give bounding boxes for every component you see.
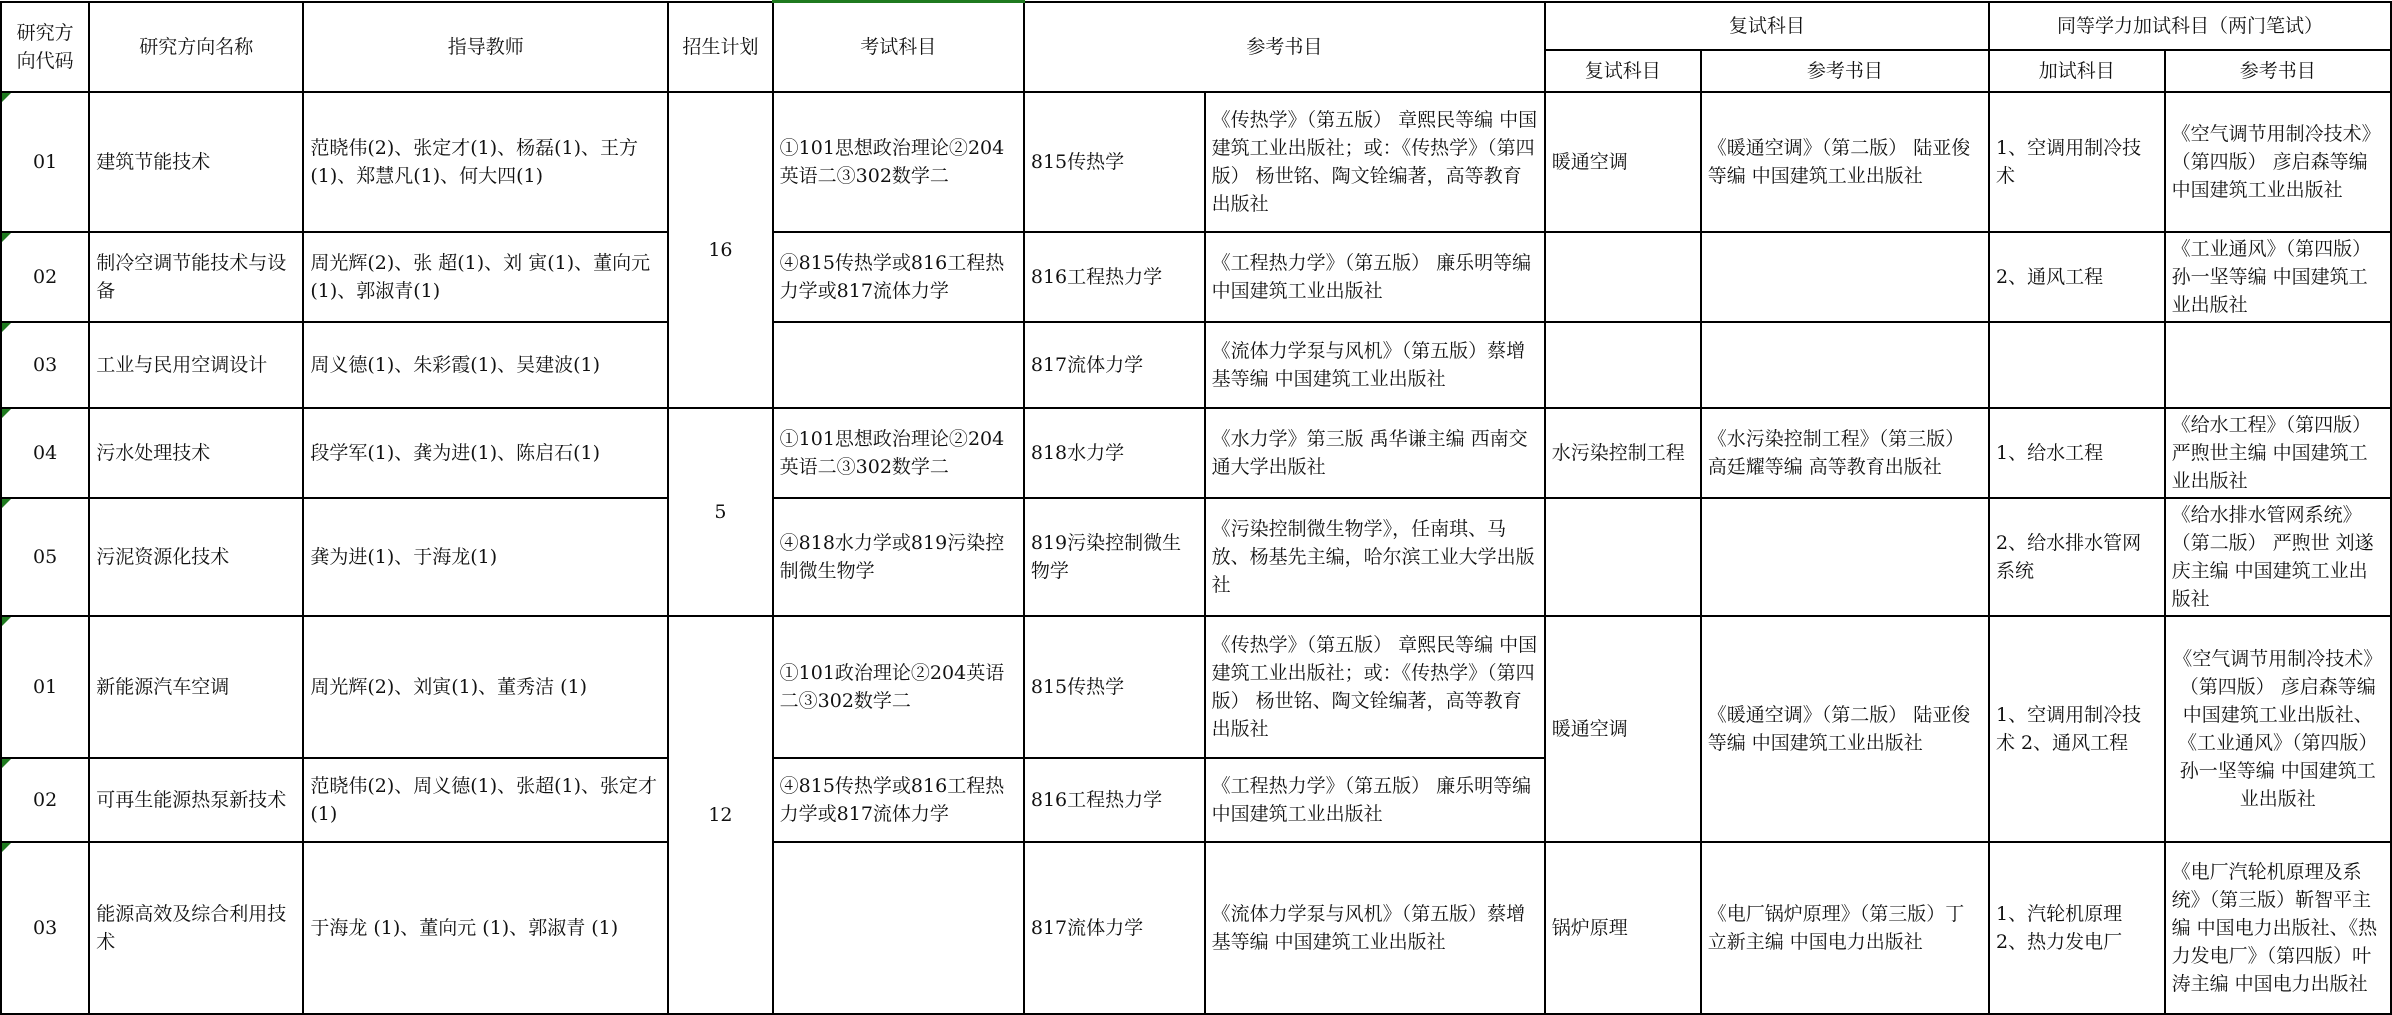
cell-extra-book[interactable]: 《空气调节用制冷技术》（第四版） 彦启森等编 中国建筑工业出版社、《工业通风》（第四版） 孙一坚等编 中国建筑工业出版社 — [2165, 616, 2391, 842]
cell-extra[interactable] — [1989, 322, 2165, 408]
cell-quota[interactable]: 16 — [668, 92, 772, 408]
table-row — [1, 92, 2391, 232]
table-row — [1, 842, 2391, 1014]
cell-extra-book[interactable]: 《空气调节用制冷技术》（第四版） 彦启森等编 中国建筑工业出版社 — [2165, 92, 2391, 232]
cell-book[interactable]: 《水力学》第三版 禹华谦主编 西南交通大学出版社 — [1205, 408, 1545, 498]
table-row — [1, 498, 2391, 616]
cell-exam[interactable] — [773, 842, 1024, 1014]
cell-retest[interactable]: 水污染控制工程 — [1545, 408, 1701, 498]
cell-exam[interactable]: ①101思想政治理论②204英语二③302数学二 — [773, 92, 1024, 232]
header-retest-subject: 复试科目 — [1545, 50, 1701, 92]
cell-name[interactable]: 能源高效及综合利用技术 — [89, 842, 303, 1014]
cell-name[interactable]: 建筑节能技术 — [89, 92, 303, 232]
cell-quota[interactable]: 5 — [668, 408, 772, 616]
cell-retest-book[interactable]: 《暖通空调》（第二版） 陆亚俊等编 中国建筑工业出版社 — [1701, 616, 1989, 842]
cell-code[interactable]: 04 — [1, 408, 89, 498]
cell-retest[interactable] — [1545, 322, 1701, 408]
table-row — [1, 408, 2391, 498]
header-extra-subject: 加试科目 — [1989, 50, 2165, 92]
cell-extra[interactable]: 1、汽轮机原理 2、热力发电厂 — [1989, 842, 2165, 1014]
cell-code[interactable]: 02 — [1, 758, 89, 842]
cell-book[interactable]: 《流体力学泵与风机》（第五版）蔡增基等编 中国建筑工业出版社 — [1205, 842, 1545, 1014]
cell-advisors[interactable]: 周光辉(2)、刘寅(1)、董秀洁 (1) — [303, 616, 668, 758]
cell-advisors[interactable]: 范晓伟(2)、周义德(1)、张超(1)、张定才(1) — [303, 758, 668, 842]
cell-extra-book[interactable]: 《工业通风》（第四版） 孙一坚等编 中国建筑工业出版社 — [2165, 232, 2391, 322]
cell-subject[interactable]: 815传热学 — [1024, 616, 1205, 758]
cell-subject[interactable]: 815传热学 — [1024, 92, 1205, 232]
cell-advisors[interactable]: 周义德(1)、朱彩霞(1)、吴建波(1) — [303, 322, 668, 408]
header-advisors: 指导教师 — [303, 2, 668, 92]
cell-code[interactable]: 03 — [1, 322, 89, 408]
cell-exam[interactable]: ④815传热学或816工程热力学或817流体力学 — [773, 758, 1024, 842]
cell-extra-book[interactable]: 《给水排水管网系统》（第二版） 严煦世 刘遂庆主编 中国建筑工业出版社 — [2165, 498, 2391, 616]
cell-name[interactable]: 工业与民用空调设计 — [89, 322, 303, 408]
cell-retest[interactable] — [1545, 232, 1701, 322]
cell-exam[interactable]: ①101政治理论②204英语二③302数学二 — [773, 616, 1024, 758]
cell-retest[interactable]: 锅炉原理 — [1545, 842, 1701, 1014]
cell-book[interactable]: 《污染控制微生物学》，任南琪、马放、杨基先主编，哈尔滨工业大学出版社 — [1205, 498, 1545, 616]
cell-advisors[interactable]: 龚为进(1)、于海龙(1) — [303, 498, 668, 616]
cell-name[interactable]: 制冷空调节能技术与设备 — [89, 232, 303, 322]
header-quota: 招生计划 — [668, 2, 772, 92]
cell-book[interactable]: 《传热学》（第五版） 章熙民等编 中国建筑工业出版社；或：《传热学》（第四版） 杨世铭、陶文铨编著，高等教育出版社 — [1205, 616, 1545, 758]
header-exam: 考试科目 — [773, 2, 1024, 92]
header-retest-books: 参考书目 — [1701, 50, 1989, 92]
cell-extra-book[interactable] — [2165, 322, 2391, 408]
cell-extra[interactable]: 1、空调用制冷技术 — [1989, 92, 2165, 232]
cell-retest-book[interactable]: 《电厂锅炉原理》（第三版）丁立新主编 中国电力出版社 — [1701, 842, 1989, 1014]
cell-extra[interactable]: 2、通风工程 — [1989, 232, 2165, 322]
cell-code[interactable]: 02 — [1, 232, 89, 322]
cell-exam[interactable]: ④818水力学或819污染控制微生物学 — [773, 498, 1024, 616]
cell-retest-book[interactable] — [1701, 498, 1989, 616]
cell-advisors[interactable]: 周光辉(2)、张 超(1)、刘 寅(1)、董向元(1)、郭淑青(1) — [303, 232, 668, 322]
header-retest-group: 复试科目 — [1545, 2, 1989, 50]
cell-name[interactable]: 可再生能源热泵新技术 — [89, 758, 303, 842]
cell-retest-book[interactable] — [1701, 232, 1989, 322]
cell-subject[interactable]: 819污染控制微生物学 — [1024, 498, 1205, 616]
header-extra-books: 参考书目 — [2165, 50, 2391, 92]
cell-quota[interactable]: 12 — [668, 616, 772, 1014]
cell-subject[interactable]: 817流体力学 — [1024, 842, 1205, 1014]
cell-retest-book[interactable]: 《暖通空调》（第二版） 陆亚俊等编 中国建筑工业出版社 — [1701, 92, 1989, 232]
cell-retest-book[interactable] — [1701, 322, 1989, 408]
header-extra-group: 同等学力加试科目（两门笔试） — [1989, 2, 2391, 50]
cell-exam[interactable]: ①101思想政治理论②204英语二③302数学二 — [773, 408, 1024, 498]
cell-extra-book[interactable]: 《电厂汽轮机原理及系统》（第三版）靳智平主编 中国电力出版社、《热力发电厂》（第四版）叶涛主编 中国电力出版社 — [2165, 842, 2391, 1014]
table-row — [1, 616, 2391, 758]
cell-code[interactable]: 01 — [1, 616, 89, 758]
cell-extra-book[interactable]: 《给水工程》（第四版） 严煦世主编 中国建筑工业出版社 — [2165, 408, 2391, 498]
cell-exam[interactable]: ④815传热学或816工程热力学或817流体力学 — [773, 232, 1024, 322]
table-row — [1, 322, 2391, 408]
cell-subject[interactable]: 817流体力学 — [1024, 322, 1205, 408]
cell-book[interactable]: 《工程热力学》（第五版） 廉乐明等编 中国建筑工业出版社 — [1205, 232, 1545, 322]
cell-extra[interactable]: 1、给水工程 — [1989, 408, 2165, 498]
cell-retest[interactable] — [1545, 498, 1701, 616]
cell-subject[interactable]: 816工程热力学 — [1024, 232, 1205, 322]
cell-retest[interactable]: 暖通空调 — [1545, 616, 1701, 842]
cell-name[interactable]: 新能源汽车空调 — [89, 616, 303, 758]
header-name: 研究方向名称 — [89, 2, 303, 92]
cell-book[interactable]: 《工程热力学》（第五版） 廉乐明等编 中国建筑工业出版社 — [1205, 758, 1545, 842]
cell-name[interactable]: 污泥资源化技术 — [89, 498, 303, 616]
cell-advisors[interactable]: 于海龙 (1)、董向元 (1)、郭淑青 (1) — [303, 842, 668, 1014]
cell-retest-book[interactable]: 《水污染控制工程》（第三版） 高廷耀等编 高等教育出版社 — [1701, 408, 1989, 498]
cell-subject[interactable]: 818水力学 — [1024, 408, 1205, 498]
cell-name[interactable]: 污水处理技术 — [89, 408, 303, 498]
table-row — [1, 232, 2391, 322]
cell-advisors[interactable]: 范晓伟(2)、张定才(1)、杨磊(1)、王方(1)、郑慧凡(1)、何大四(1) — [303, 92, 668, 232]
cell-code[interactable]: 01 — [1, 92, 89, 232]
cell-extra[interactable]: 1、空调用制冷技术 2、通风工程 — [1989, 616, 2165, 842]
cell-book[interactable]: 《传热学》（第五版） 章熙民等编 中国建筑工业出版社；或：《传热学》（第四版） 杨世铭、陶文铨编著，高等教育出版社 — [1205, 92, 1545, 232]
cell-exam[interactable] — [773, 322, 1024, 408]
header-refbooks: 参考书目 — [1024, 2, 1545, 92]
cell-code[interactable]: 05 — [1, 498, 89, 616]
header-code: 研究方向代码 — [1, 2, 89, 92]
cell-book[interactable]: 《流体力学泵与风机》（第五版）蔡增基等编 中国建筑工业出版社 — [1205, 322, 1545, 408]
cell-advisors[interactable]: 段学军(1)、龚为进(1)、陈启石(1) — [303, 408, 668, 498]
cell-code[interactable]: 03 — [1, 842, 89, 1014]
cell-retest[interactable]: 暖通空调 — [1545, 92, 1701, 232]
cell-subject[interactable]: 816工程热力学 — [1024, 758, 1205, 842]
cell-extra[interactable]: 2、给水排水管网系统 — [1989, 498, 2165, 616]
